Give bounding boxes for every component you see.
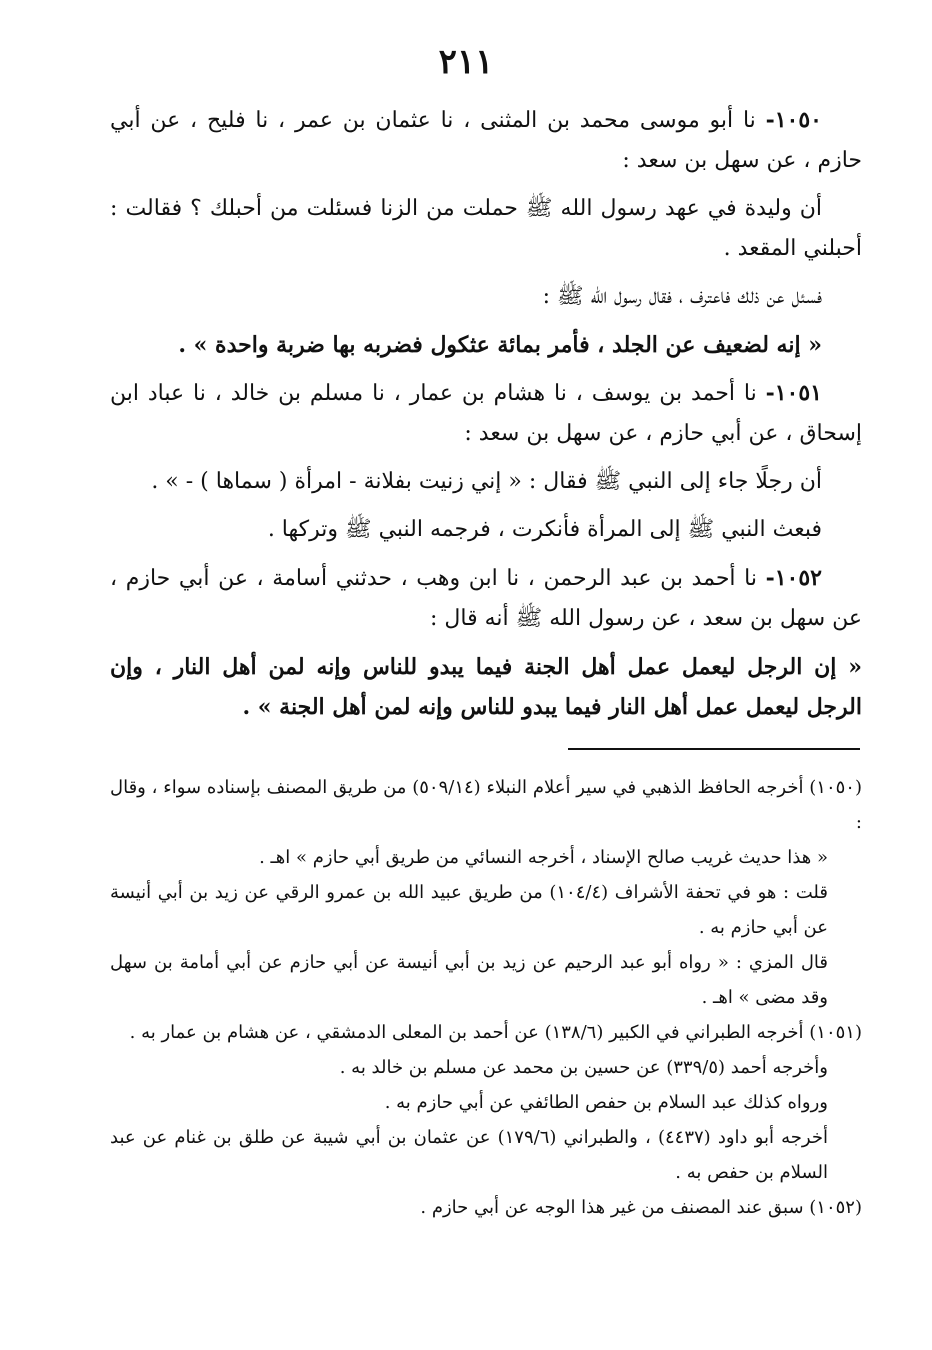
main-text: [110, 100, 862, 735]
footnote-1051-d: أخرجه أبو داود (٤٤٣٧) ، والطبراني (١٧٩/٦) عن عثمان بن أبي شيبة عن طلق بن غنام عن عبد السلام بن حفص به .: [110, 1127, 828, 1183]
footnote-1050-b: « هذا حديث غريب صالح الإسناد ، أخرجه النسائي من طريق أبي حازم » اهـ .: [259, 847, 828, 868]
hadith-number: ١٠٥٢-: [765, 565, 822, 591]
hadith-1052-isnad: [110, 558, 862, 639]
hadith-1050-text-1: أن وليدة في عهد رسول الله ﷺ حملت من الزنا فسئلت من أحبلك ؟ فقالت : أحبلني المقعد .: [110, 196, 862, 261]
page-number: ٢١١: [438, 42, 494, 82]
footnote-1052-a: (١٠٥٢) سبق عند المصنف من غير هذا الوجه عن أبي حازم .: [420, 1197, 862, 1218]
isnad-text: نا أحمد بن يوسف ، نا هشام بن عمار ، نا مسلم بن خالد ، نا عباد ابن إسحاق ، عن أبي حازم ، عن سهل بن سعد :: [110, 381, 862, 446]
hadith-number: ١٠٥١-: [765, 380, 822, 406]
footnotes: [110, 770, 862, 1225]
isnad-text: نا أبو موسى محمد بن المثنى ، نا عثمان بن عمر ، نا فليح ، عن أبي حازم ، عن سهل بن سعد :: [110, 108, 862, 173]
footnote-1051-c: ورواه كذلك عبد السلام بن حفص الطائفي عن أبي حازم به .: [384, 1092, 828, 1113]
footnote-divider: [568, 748, 860, 750]
hadith-1050-isnad: [110, 100, 862, 181]
footnote-1051-a: (١٠٥١) أخرجه الطبراني في الكبير (١٣٨/٦) عن أحمد بن المعلى الدمشقي ، عن هشام بن عمار به .: [129, 1022, 862, 1043]
hadith-1051-isnad: [110, 373, 862, 454]
hadith-number: ١٠٥٠-: [765, 107, 822, 133]
footnote-1051-b: وأخرجه أحمد (٣٣٩/٥) عن حسين بن محمد عن مسلم بن خالد به .: [339, 1057, 828, 1078]
hadith-1051-text-2: فبعث النبي ﷺ إلى المرأة فأنكرت ، فرجمه النبي ﷺ وتركها .: [267, 517, 822, 542]
hadith-1051-text-1: أن رجلًا جاء إلى النبي ﷺ فقال : « إني زنيت بفلانة - امرأة ( سماها ) - » .: [151, 469, 822, 494]
footnote-1050-d: قال المزي : « رواه أبو عبد الرحيم عن زيد بن أبي أنيسة عن أبي حازم عن أبي أمامة بن سهل وقد مضى » اهـ .: [110, 952, 828, 1008]
hadith-1050-quote: « إنه لضعيف عن الجلد ، فأمر بمائة عثكول فضربه بها ضربة واحدة » .: [178, 332, 822, 358]
footnote-1050-c: قلت : هو في تحفة الأشراف (١٠٤/٤) من طريق عبيد الله بن عمرو الرقي عن زيد بن أبي أنيسة عن أبي حازم به .: [110, 882, 828, 938]
isnad-text: نا أحمد بن عبد الرحمن ، نا ابن وهب ، حدثني أسامة ، عن أبي حازم ، عن سهل بن سعد ، عن رسول الله ﷺ أنه قال :: [110, 566, 862, 631]
footnote-1050-a: (١٠٥٠) أخرجه الحافظ الذهبي في سير أعلام النبلاء (٥٠٩/١٤) من طريق المصنف بإسناده سواء ، وقال :: [110, 777, 862, 833]
hadith-1050-text-2: فسئل عن ذلك فاعترف ، فقال رسول الله ﷺ :: [542, 284, 822, 309]
hadith-1052-quote: « إن الرجل ليعمل عمل أهل الجنة فيما يبدو للناس وإنه لمن أهل النار ، وإن الرجل ليعمل عمل أهل النار فيما يبدو للناس وإنه لمن أهل الجنة » .: [110, 654, 862, 720]
